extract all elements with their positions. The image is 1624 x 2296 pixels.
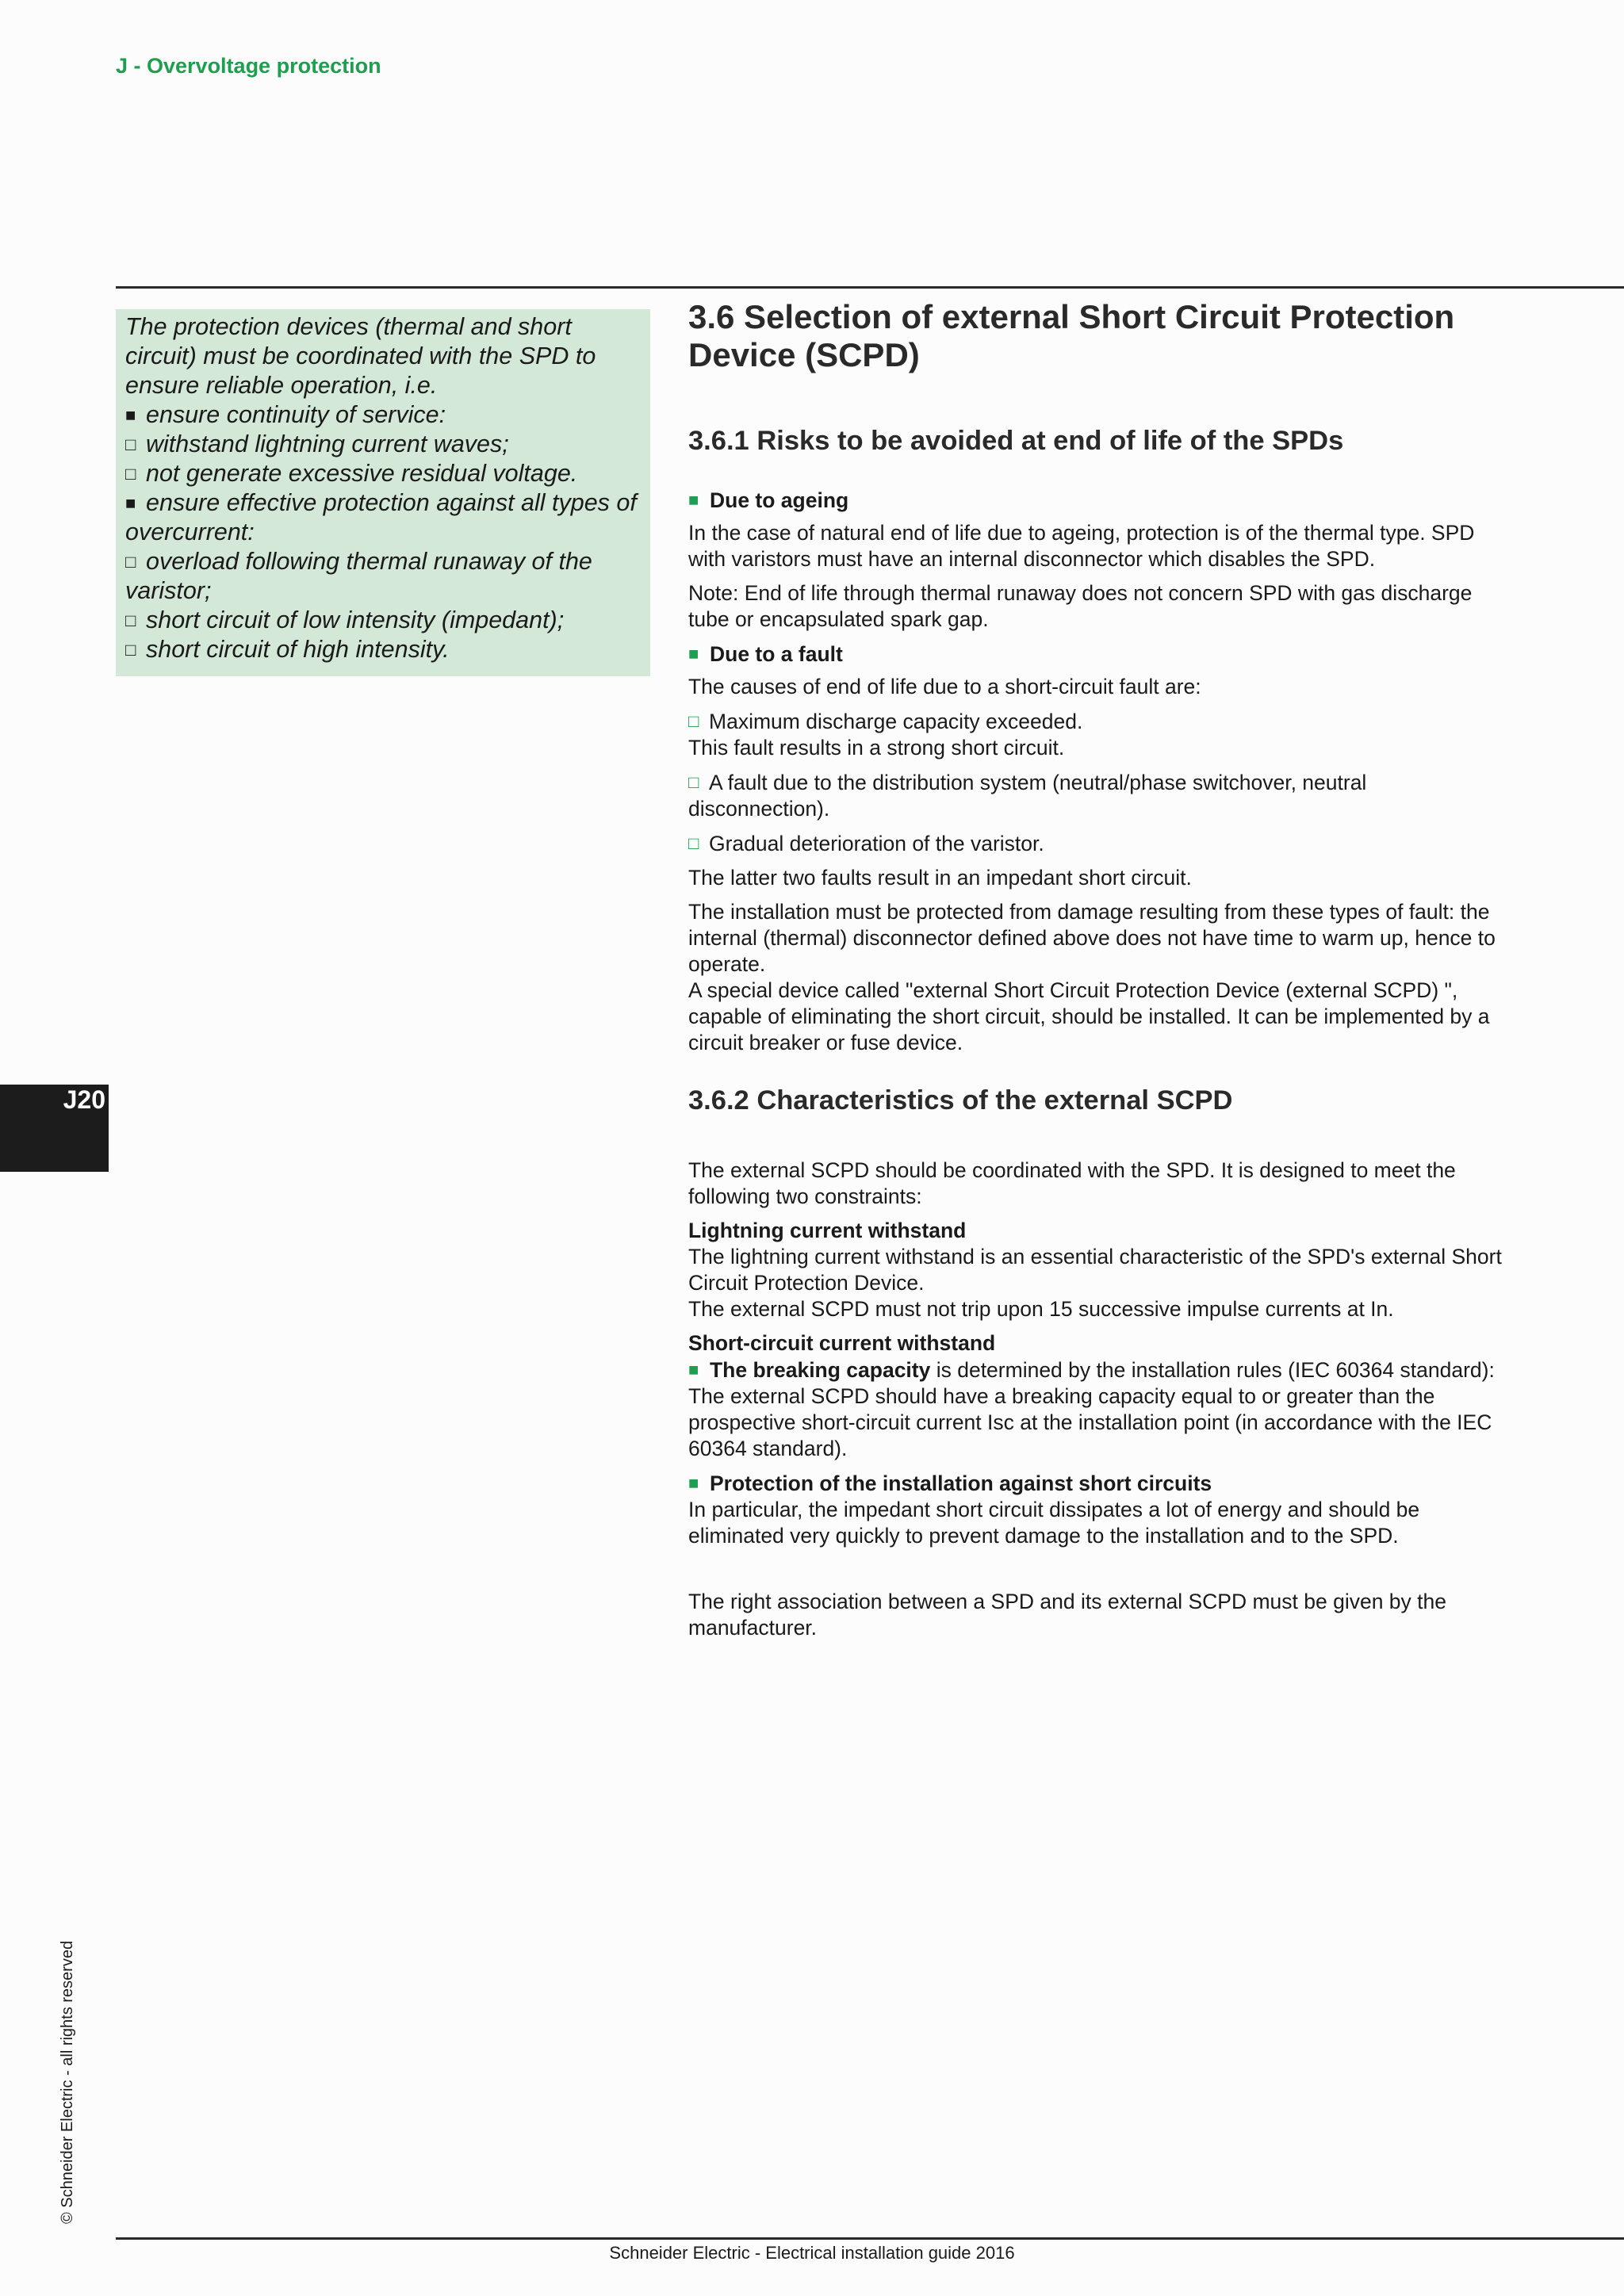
fault-item-1: □ Maximum discharge capacity exceeded. [688, 710, 1083, 733]
protection-paragraph-2: A special device called "external Short Circuit Protection Device (external SCPD) ", capable of eliminating the short circuit, should be installed. It can be implemented by a circuit breaker or fuse device. [688, 978, 1490, 1054]
lightning-paragraph-1: The lightning current withstand is an essential characteristic of the SPD's external Short Circuit Protection Device. [688, 1245, 1502, 1295]
hollow-square-bullet: □ [125, 464, 136, 484]
header-rule [116, 286, 1624, 289]
green-hollow-square-bullet: □ [688, 833, 699, 853]
green-hollow-square-bullet: □ [688, 711, 699, 731]
filled-square-bullet: ■ [125, 493, 136, 513]
fault-intro: The causes of end of life due to a short-circuit fault are: [688, 675, 1201, 698]
subsection-title-3-6-1: 3.6.1 Risks to be avoided at end of life of the SPDs [688, 426, 1344, 456]
fault-item-2: □ A fault due to the distribution system (neutral/phase switchover, neutral disconnection). [688, 771, 1367, 821]
sidenote-box [116, 309, 650, 676]
protection-heading: ■ Protection of the installation against short circuits [688, 1471, 1212, 1495]
green-square-bullet: ■ [688, 1473, 699, 1493]
breaking-capacity-paragraph: The external SCPD should have a breaking capacity equal to or greater than the prospective short-circuit current Isc at the installation point (in accordance with the IEC 60364 standard). [688, 1384, 1492, 1460]
running-header: J - Overvoltage protection [116, 54, 381, 78]
lightning-heading: Lightning current withstand [688, 1219, 967, 1242]
list-item: ■ ensure continuity of service: [125, 401, 446, 428]
subsection-title-3-6-2: 3.6.2 Characteristics of the external SCPD [688, 1085, 1233, 1115]
protection-paragraph: In particular, the impedant short circuit dissipates a lot of energy and should be eliminated very quickly to prevent damage to the installation and to the SPD. [688, 1498, 1420, 1548]
short-circuit-heading: Short-circuit current withstand [688, 1331, 996, 1355]
list-item: □ overload following thermal runaway of the varistor; [125, 548, 592, 604]
copyright-notice: © Schneider Electric - all rights reserved [59, 1940, 76, 2224]
page-number-tab: J20 [0, 1085, 109, 1172]
hollow-square-bullet: □ [125, 610, 136, 630]
ageing-paragraph: In the case of natural end of life due to ageing, protection is of the thermal type. SPD with varistors must have an internal disconnector which disables the SPD. [688, 521, 1475, 571]
green-square-bullet: ■ [688, 1360, 699, 1380]
list-item: ■ ensure effective protection against all types of overcurrent: [125, 489, 637, 545]
page-footer: Schneider Electric - Electrical installation guide 2016 [609, 2243, 1015, 2263]
closing-paragraph: The right association between a SPD and its external SCPD must be given by the manufacturer. [688, 1590, 1446, 1640]
ageing-heading: ■ Due to ageing [688, 488, 849, 512]
filled-square-bullet: ■ [125, 405, 136, 425]
list-item: □ short circuit of high intensity. [125, 636, 450, 663]
protection-paragraph-1: The installation must be protected from damage resulting from these types of fault: the internal (thermal) disconnector defined above does not have time to warm up, hence to operate. [688, 900, 1496, 976]
green-square-bullet: ■ [688, 490, 699, 510]
main-column [688, 298, 1513, 1649]
ageing-note: Note: End of life through thermal runaway does not concern SPD with gas discharge tube or encapsulated spark gap. [688, 581, 1473, 631]
hollow-square-bullet: □ [125, 434, 136, 454]
green-hollow-square-bullet: □ [688, 772, 699, 792]
lightning-paragraph-2: The external SCPD must not trip upon 15 successive impulse currents at In. [688, 1297, 1394, 1321]
fault-heading: ■ Due to a fault [688, 642, 843, 666]
list-item: □ withstand lightning current waves; [125, 430, 509, 457]
fault-summary: The latter two faults result in an impedant short circuit. [688, 866, 1192, 890]
hollow-square-bullet: □ [125, 640, 136, 660]
scpd-intro: The external SCPD should be coordinated with the SPD. It is designed to meet the following two constraints: [688, 1158, 1456, 1208]
breaking-capacity-line: ■ The breaking capacity is determined by the installation rules (IEC 60364 standard): [688, 1358, 1495, 1382]
fault-item-3: □ Gradual deterioration of the varistor. [688, 832, 1044, 855]
fault-item-1-detail: This fault results in a strong short circuit. [688, 736, 1065, 760]
footer-rule [116, 2237, 1624, 2240]
list-item: □ not generate excessive residual voltage. [125, 460, 578, 487]
section-title: 3.6 Selection of external Short Circuit Protection Device (SCPD) [688, 298, 1455, 373]
hollow-square-bullet: □ [125, 552, 136, 572]
sidenote-intro: The protection devices (thermal and short circuit) must be coordinated with the SPD to ensure reliable operation, i.e. [125, 313, 596, 399]
green-square-bullet: ■ [688, 644, 699, 664]
list-item: □ short circuit of low intensity (impedant); [125, 607, 565, 633]
